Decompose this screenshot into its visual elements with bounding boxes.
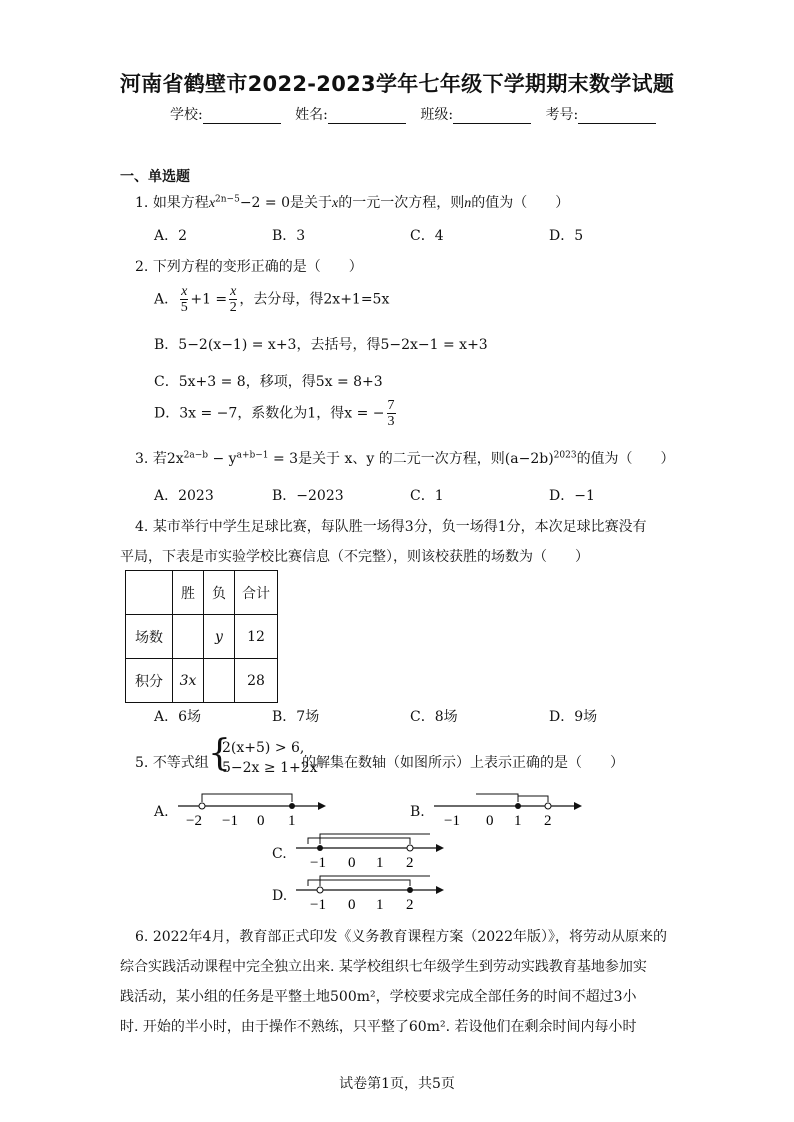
school-label: 学校: (170, 107, 203, 123)
q1-eq-exp: 2n−5 (215, 194, 240, 205)
section-heading: 一、单选题 (120, 169, 190, 185)
q2-option-b[interactable] (154, 334, 488, 354)
question-4 (135, 516, 647, 536)
q1-mid: 是关于 (290, 195, 333, 211)
q5-number: 5. (135, 755, 149, 771)
q3-number: 3. (135, 451, 149, 467)
number-label: 考号: (545, 107, 579, 123)
q1-option-c[interactable]: C．4 (410, 228, 444, 244)
table-cell: 场数 (126, 615, 173, 659)
q1-number: 1. (135, 195, 149, 211)
q3-pre: 若 (152, 451, 167, 467)
q1-text: 如果方程 (152, 195, 209, 211)
q4-option-d[interactable]: D．9场 (549, 709, 598, 725)
tick-label: −1 (444, 813, 460, 828)
q4-option-c[interactable]: C．8场 (410, 709, 458, 725)
q3-tail: 的值为（ ） (576, 451, 675, 467)
name-blank[interactable] (328, 109, 406, 124)
q5-numberline-d[interactable] (288, 870, 448, 912)
q2-option-a[interactable] (154, 284, 389, 315)
q2-d-frac: $\frac{7}{3}$ (387, 398, 395, 429)
question-2 (135, 256, 363, 276)
q1-eq-base: x (208, 196, 216, 211)
table-cell: 负 (204, 571, 235, 615)
table-cell: 12 (235, 615, 278, 659)
table-cell: 胜 (173, 571, 204, 615)
table-cell (126, 571, 173, 615)
q5-pre: 不等式组 (152, 755, 209, 771)
q4-option-b[interactable]: B．7场 (272, 709, 320, 725)
q2-option-d[interactable] (154, 398, 398, 429)
q3-option-a[interactable]: A．2023 (154, 488, 214, 504)
table-cell (173, 615, 204, 659)
q2-d-res: x = − (344, 405, 385, 422)
tick-label: 0 (348, 855, 356, 870)
q3-option-c[interactable]: C．1 (410, 488, 444, 504)
question-6 (135, 926, 667, 946)
q4-table (125, 570, 278, 703)
tick-label: 0 (348, 897, 356, 912)
q1-var: x (332, 196, 339, 211)
q3-mid: 是关于 x、y 的二元一次方程，则 (298, 451, 505, 467)
school-blank[interactable] (203, 109, 281, 124)
q2-b-label: B． (154, 337, 179, 353)
tick-label: 2 (406, 897, 414, 912)
q3-expr-exp: 2023 (553, 450, 577, 461)
q5-option-a[interactable]: A. (154, 804, 169, 820)
q2-a-plus: +1 = (190, 291, 228, 308)
table-cell: y (204, 615, 235, 659)
q1-var2: n (464, 196, 472, 211)
page-title: 河南省鹤壁市2022-2023学年七年级下学期期末数学试题 (119, 72, 675, 96)
q2-a-frac1: $\frac{x}{5}$ (180, 284, 188, 315)
q5-numberline-b[interactable] (426, 788, 586, 828)
table-cell: 合计 (235, 571, 278, 615)
q2-b-text: ，去括号，得5−2x−1 = x+3 (296, 337, 488, 353)
q3-option-b[interactable]: B．−2023 (272, 488, 344, 504)
q3-expr: (a−2b) (504, 451, 554, 467)
q3-t2-exp: a+b−1 (236, 450, 269, 461)
q2-d-eq: 3x = −7 (179, 405, 238, 422)
q2-a-frac2: $\frac{x}{2}$ (229, 284, 237, 315)
q2-a-label: A． (154, 291, 179, 308)
student-info-line (170, 104, 666, 124)
q5-option-d[interactable]: D. (272, 888, 288, 904)
q5-tail: 的解集在数轴（如图所示）上表示正确的是（ ） (302, 755, 624, 771)
q4-option-a[interactable]: A．6场 (154, 709, 202, 725)
q4-number: 4. (135, 519, 149, 535)
q5-ineq1: 2(x+5) > 6, (222, 740, 305, 756)
q1-option-d[interactable]: D．5 (549, 228, 584, 244)
tick-label: 1 (514, 813, 522, 828)
class-blank[interactable] (453, 109, 531, 124)
q2-option-c[interactable] (154, 371, 383, 391)
q2-text: 下列方程的变形正确的是（ ） (152, 259, 363, 275)
q6-line2: 综合实践活动课程中完全独立出来. 某学校组织七年级学生到劳动实践教育基地参加实 (120, 959, 647, 975)
page-footer: 试卷第1页，共5页 (339, 1076, 455, 1092)
q5-numberline-c[interactable] (288, 828, 448, 870)
q2-a-text: ，去分母，得2x+1=5x (239, 291, 390, 308)
q4-line1: 某市举行中学生足球比赛，每队胜一场得3分，负一场得1分，本次足球比赛没有 (152, 519, 647, 535)
class-label: 班级: (420, 107, 454, 123)
q5-option-c[interactable]: C. (272, 846, 287, 862)
question-3 (135, 448, 675, 468)
tick-label: 2 (406, 855, 414, 870)
q1-post: 的一元一次方程，则 (338, 195, 465, 211)
tick-label: 1 (288, 813, 296, 828)
number-blank[interactable] (578, 109, 656, 124)
table-row (126, 615, 278, 659)
table-row (126, 659, 278, 703)
q3-t1: 2x (166, 451, 184, 467)
tick-label: −1 (310, 855, 326, 870)
table-cell: 积分 (126, 659, 173, 703)
q6-line1: 2022年4月，教育部正式印发《义务教育课程方案（2022年版）》，将劳动从原来的 (152, 929, 667, 945)
q3-t3: = 3 (268, 451, 299, 467)
q2-d-text: ，系数化为1，得 (237, 405, 345, 422)
table-row (126, 571, 278, 615)
q5-numberline-a[interactable] (170, 788, 330, 828)
tick-label: 0 (257, 813, 265, 828)
q2-number: 2. (135, 259, 149, 275)
q1-option-b[interactable]: B．3 (272, 228, 306, 244)
q6-line3: 践活动，某小组的任务是平整土地500m²，学校要求完成全部任务的时间不超过3小 (120, 989, 637, 1005)
tick-label: 1 (376, 897, 384, 912)
tick-label: 0 (486, 813, 494, 828)
tick-label: −1 (222, 813, 238, 828)
table-cell (204, 659, 235, 703)
q2-c-label: C． (154, 374, 179, 390)
q5-ineq2: 5−2x ≥ 1+2x (222, 760, 318, 776)
q4-line2: 平局，下表是市实验学校比赛信息（不完整），则该校获胜的场数为（ ） (120, 549, 589, 565)
tick-label: 2 (544, 813, 552, 828)
q6-number: 6. (135, 929, 149, 945)
q1-option-a[interactable]: A．2 (154, 228, 188, 244)
q3-t1-exp: 2a−b (183, 450, 209, 461)
q1-eq-rest: −2 = 0 (239, 195, 291, 211)
q3-t2: − y (208, 451, 237, 467)
q2-d-label: D． (154, 405, 180, 422)
q1-tail: 的值为（ ） (471, 195, 570, 211)
name-label: 姓名: (295, 107, 328, 123)
table-cell: 3x (173, 659, 204, 703)
tick-label: −1 (310, 897, 326, 912)
q2-c-text: ，移项，得5x = 8+3 (245, 374, 383, 390)
q3-option-d[interactable]: D．−1 (549, 488, 595, 504)
q5-brace: { (208, 733, 231, 774)
question-5-num (135, 752, 209, 772)
tick-label: −2 (186, 813, 202, 828)
q5-option-b[interactable]: B. (410, 804, 425, 820)
q6-line4: 时. 开始的半小时，由于操作不熟练，只平整了60m². 若设他们在剩余时间内每小时 (120, 1019, 637, 1035)
question-1 (135, 192, 569, 212)
tick-label: 1 (376, 855, 384, 870)
q2-c-eq: 5x+3 = 8 (178, 374, 246, 390)
table-cell: 28 (235, 659, 278, 703)
q2-b-eq: 5−2(x−1) = x+3 (178, 337, 297, 353)
